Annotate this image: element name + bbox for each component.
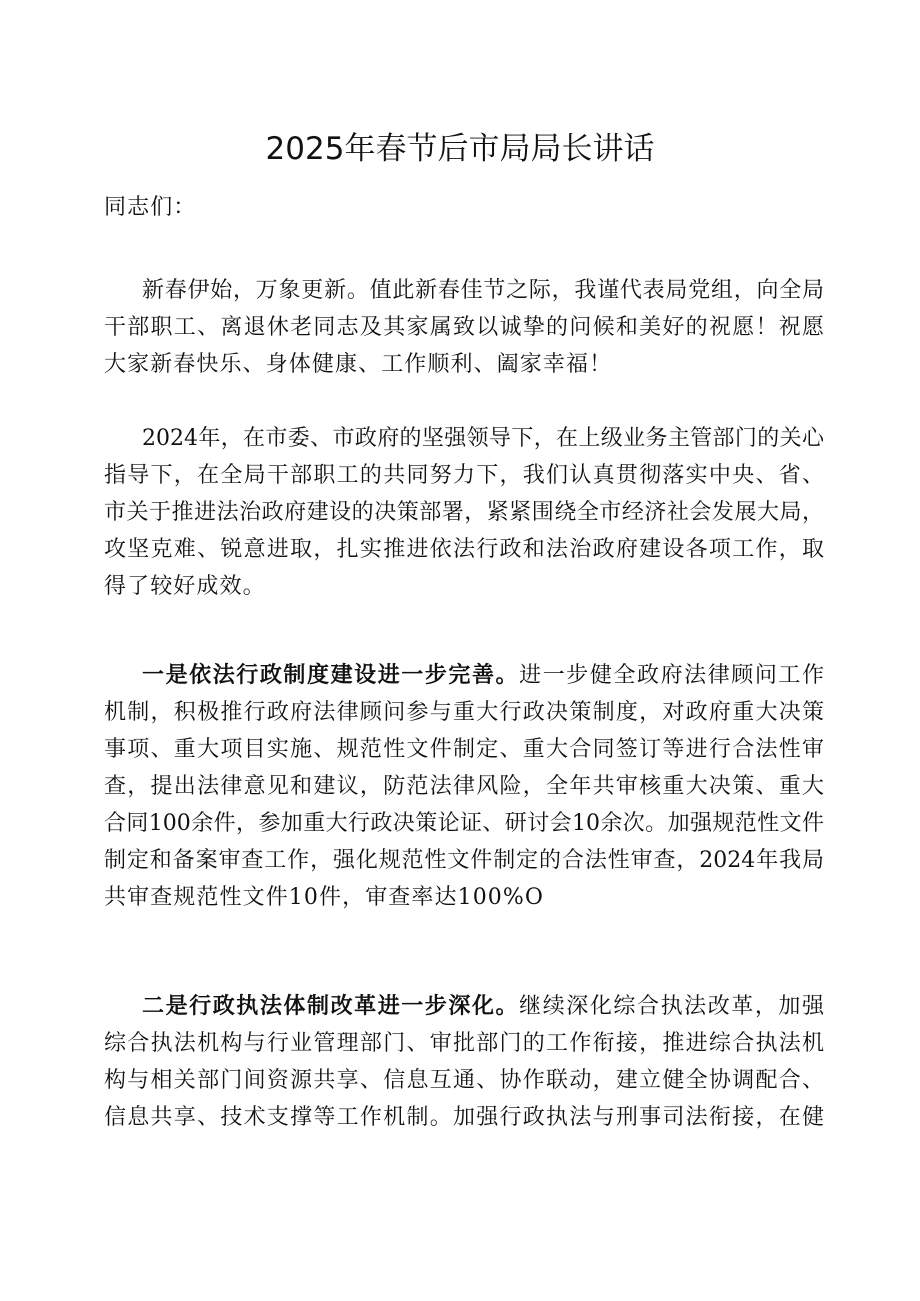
paragraph-line: 得了较好成效。 (104, 574, 266, 599)
paragraph-line: 市关于推进法治政府建设的决策部署，紧紧围绕全市经济社会发展大局， (104, 500, 824, 525)
paragraph-line: 干部职工、离退休老同志及其家属致以诚挚的问候和美好的祝愿！祝愿 (104, 315, 824, 340)
salutation-text: 同志们： (104, 195, 197, 220)
paragraph-greeting (104, 272, 824, 383)
paragraph-2024-summary (104, 420, 824, 605)
paragraph-line: 查，提出法律意见和建议，防范法律风险，全年共审核重大决策、重大 (104, 774, 824, 799)
paragraph-line-with-heading (104, 657, 824, 694)
paragraph-line: 合同100余件，参加重大行政决策论证、研讨会10余次。加强规范性文件 (104, 811, 824, 836)
paragraph-line: 事项、重大项目实施、规范性文件制定、重大合同签订等进行合法性审 (104, 737, 824, 762)
paragraph-line: 信息共享、技术支撑等工作机制。加强行政执法与刑事司法衔接，在健 (104, 1105, 824, 1130)
paragraph-point-one (104, 657, 824, 916)
paragraph-line: 综合执法机构与行业管理部门、审批部门的工作衔接，推进综合执法机 (104, 1031, 824, 1056)
paragraph-point-two (104, 988, 824, 1136)
document-title: 2025年春节后市局局长讲话 (265, 131, 655, 167)
paragraph-line-with-heading (104, 988, 824, 1025)
point-text: 继续深化综合执法改革，加强 (519, 994, 824, 1019)
paragraph-line: 制定和备案审查工作，强化规范性文件制定的合法性审查，2024年我局 (104, 848, 824, 873)
paragraph-line: 共审查规范性文件10件，审查率达100%O (104, 885, 545, 910)
paragraph-line: 大家新春快乐、身体健康、工作顺利、阖家幸福！ (104, 352, 613, 377)
paragraph-line: 新春伊始，万象更新。值此新春佳节之际，我谨代表局党组，向全局 (142, 278, 824, 303)
salutation (104, 189, 824, 226)
point-text: 进一步健全政府法律顾问工作 (519, 663, 824, 688)
paragraph-line: 攻坚克难、锐意进取，扎实推进依法行政和法治政府建设各项工作，取 (104, 537, 824, 562)
paragraph-line: 机制，积极推行政府法律顾问参与重大行政决策制度，对政府重大决策 (104, 700, 824, 725)
paragraph-line: 指导下，在全局干部职工的共同努力下，我们认真贯彻落实中央、省、 (104, 463, 824, 488)
paragraph-line: 构与相关部门间资源共享、信息互通、协作联动，建立健全协调配合、 (104, 1068, 824, 1093)
paragraph-line: 2024年，在市委、市政府的坚强领导下，在上级业务主管部门的关心 (142, 426, 824, 451)
point-heading: 一是依法行政制度建设进一步完善。 (142, 662, 520, 688)
point-heading: 二是行政执法体制改革进一步深化。 (142, 993, 520, 1019)
